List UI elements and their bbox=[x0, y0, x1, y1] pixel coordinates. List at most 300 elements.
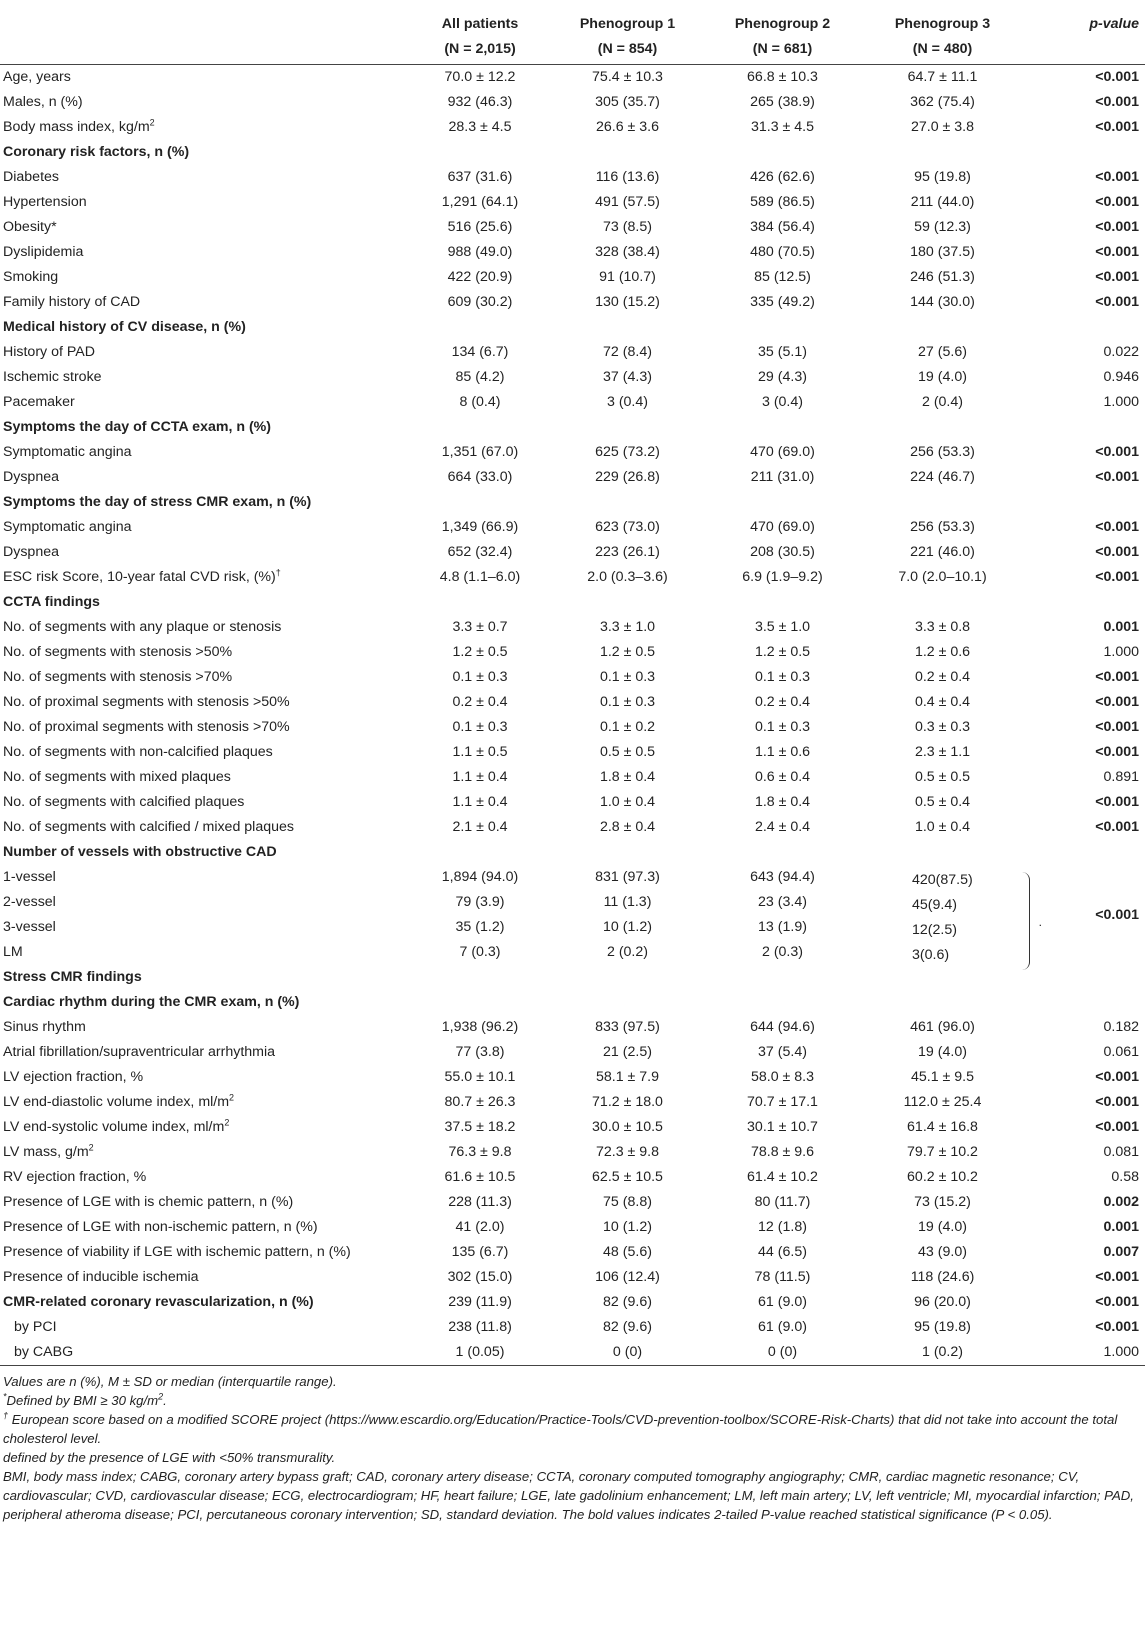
cell-p-value: 0.001 bbox=[1103, 619, 1139, 635]
table-row bbox=[0, 1190, 1145, 1215]
cell-phenogroup-2: 643 (94.4) bbox=[750, 869, 815, 885]
cell-all-patients bbox=[410, 140, 550, 165]
cell-phenogroup-2: 37 (5.4) bbox=[758, 1044, 807, 1060]
cell-phenogroup-3 bbox=[860, 840, 1025, 865]
cell-phenogroup-2 bbox=[705, 315, 860, 340]
table-body-lower bbox=[0, 965, 1145, 1366]
cell-phenogroup-2: 208 (30.5) bbox=[750, 544, 815, 560]
section-heading: CCTA findings bbox=[3, 594, 100, 610]
section-row bbox=[0, 1290, 1145, 1315]
cell-all-patients bbox=[410, 415, 550, 440]
cell-phenogroup-1 bbox=[550, 990, 705, 1015]
cell-phenogroup-2: 384 (56.4) bbox=[750, 219, 815, 235]
cell-all-patients bbox=[410, 965, 550, 990]
table-body-upper bbox=[0, 65, 1145, 866]
cell-phenogroup-2: 2.4 ± 0.4 bbox=[754, 819, 811, 835]
row-label: No. of segments with stenosis >50% bbox=[3, 644, 233, 660]
cell-phenogroup-1: 10 (1.2) bbox=[603, 919, 652, 935]
cell-phenogroup-2: 2 (0.3) bbox=[761, 944, 803, 960]
cell-phenogroup-3: 0.2 ± 0.4 bbox=[914, 669, 971, 685]
cell-all-patients: 0.1 ± 0.3 bbox=[452, 669, 508, 685]
cell-phenogroup-3: 3.3 ± 0.8 bbox=[914, 619, 971, 635]
table-row bbox=[0, 1115, 1145, 1140]
table-row bbox=[0, 1015, 1145, 1040]
table-row bbox=[0, 340, 1145, 365]
table-row bbox=[0, 1315, 1145, 1340]
cell-p-value: <0.001 bbox=[1095, 1319, 1139, 1335]
cell-p-value bbox=[1025, 840, 1145, 865]
cell-phenogroup-2: 3 (0.4) bbox=[761, 394, 803, 410]
table-row bbox=[0, 440, 1145, 465]
footnote-obesity: *Defined by BMI ≥ 30 $kg/m^2$. bbox=[3, 1391, 167, 1408]
cell-phenogroup-1: 82 (9.6) bbox=[603, 1294, 652, 1310]
cell-phenogroup-2: 61 (9.0) bbox=[758, 1294, 807, 1310]
cell-p-value: 1.000 bbox=[1103, 644, 1139, 660]
cell-phenogroup-2: 61 (9.0) bbox=[758, 1319, 807, 1335]
cell-phenogroup-3: 95 (19.8) bbox=[914, 169, 971, 185]
row-label: Males, n (%) bbox=[3, 94, 83, 110]
cell-all-patients: 238 (11.8) bbox=[448, 1319, 512, 1335]
cell-all-patients: 8 (0.4) bbox=[459, 394, 501, 410]
cell-p-value: <0.001 bbox=[1095, 744, 1139, 760]
cell-all-patients: 70.0 ± 12.2 bbox=[444, 69, 516, 85]
section-row bbox=[0, 590, 1145, 615]
cell-p-value bbox=[1025, 415, 1145, 440]
cell-p-value: <0.001 bbox=[1095, 1294, 1139, 1310]
cell-all-patients: 652 (32.4) bbox=[447, 544, 513, 560]
cell-phenogroup-2: 480 (70.5) bbox=[750, 244, 815, 260]
section-heading: Coronary risk factors, n (%) bbox=[3, 144, 190, 160]
cell-phenogroup-1: 11 (1.3) bbox=[603, 894, 652, 910]
cell-phenogroup-1: 3 (0.4) bbox=[606, 394, 648, 410]
cell-phenogroup-2: 1.1 ± 0.6 bbox=[754, 744, 811, 760]
row-label: No. of proximal segments with stenosis >50% bbox=[3, 694, 290, 710]
cell-phenogroup-3: 19 (4.0) bbox=[918, 1044, 967, 1060]
row-label: Pacemaker bbox=[3, 394, 75, 410]
cell-all-patients: 1,894 (94.0) bbox=[441, 869, 519, 885]
cell-all-patients: 239 (11.9) bbox=[448, 1294, 512, 1310]
cell-phenogroup-3: 1 (0.2) bbox=[860, 1340, 1025, 1366]
row-label: Presence of viability if LGE with ischemic pattern, n (%) bbox=[3, 1244, 351, 1260]
cell-p-value: 1.000 bbox=[1103, 394, 1139, 410]
cell-phenogroup-2: 70.7 ± 17.1 bbox=[747, 1094, 818, 1110]
table-row bbox=[0, 815, 1145, 840]
cell-phenogroup-3: 1.0 ± 0.4 bbox=[914, 819, 971, 835]
cell-phenogroup-1: 223 (26.1) bbox=[595, 544, 660, 560]
cell-phenogroup-1: 328 (38.4) bbox=[595, 244, 660, 260]
cell-phenogroup-2: 3.5 ± 1.0 bbox=[754, 619, 811, 635]
table-row bbox=[0, 190, 1145, 215]
cell-phenogroup-2: 13 (1.9) bbox=[758, 919, 807, 935]
cell-phenogroup-1: 1.8 ± 0.4 bbox=[599, 769, 656, 785]
cell-phenogroup-3: 64.7 ± 11.1 bbox=[907, 69, 978, 85]
cell-p-value: <0.001 bbox=[1095, 794, 1139, 810]
cell-p-value: <0.001 bbox=[1095, 194, 1139, 210]
cell-phenogroup-2: 61.4 ± 10.2 bbox=[747, 1169, 818, 1185]
table-row bbox=[0, 465, 1145, 490]
cell-phenogroup-2 bbox=[705, 840, 860, 865]
cell-phenogroup-2: 30.1 ± 10.7 bbox=[747, 1119, 818, 1135]
cell-all-patients bbox=[410, 490, 550, 515]
cell-all-patients: 2.1 ± 0.4 bbox=[452, 819, 508, 835]
cell-all-patients: 1 (0.05) bbox=[410, 1340, 550, 1366]
row-label: by PCI bbox=[14, 1319, 57, 1335]
cell-p-value: 0.001 bbox=[1103, 1219, 1139, 1235]
cell-phenogroup-1: 229 (26.8) bbox=[595, 469, 660, 485]
cell-all-patients: 0.2 ± 0.4 bbox=[452, 694, 508, 710]
table-row bbox=[0, 1040, 1145, 1065]
cell-phenogroup-3: 61.4 ± 16.8 bbox=[907, 1119, 978, 1135]
cell-phenogroup-3: 19 (4.0) bbox=[918, 1219, 967, 1235]
cell-all-patients: 1.1 ± 0.4 bbox=[452, 769, 508, 785]
table-row bbox=[0, 515, 1145, 540]
row-label: Obesity* bbox=[3, 219, 57, 235]
cell-phenogroup-3 bbox=[860, 990, 1025, 1015]
section-row bbox=[0, 415, 1145, 440]
cell-p-value: <0.001 bbox=[1095, 519, 1139, 535]
cell-p-value: <0.001 bbox=[1095, 219, 1139, 235]
row-label: 2-vessel bbox=[3, 894, 56, 910]
cell-p-value: 0.022 bbox=[1103, 344, 1139, 360]
cell-phenogroup-3: 60.2 ± 10.2 bbox=[907, 1169, 978, 1185]
cell-phenogroup-3: 0.3 ± 0.3 bbox=[914, 719, 971, 735]
cell-p-value: 0.182 bbox=[1103, 1019, 1139, 1035]
row-label: LV end-systolic volume index, $ml/m^2$ bbox=[3, 1117, 230, 1135]
cell-phenogroup-3: 73 (15.2) bbox=[914, 1194, 971, 1210]
row-label: Presence of LGE with is chemic pattern, n (%) bbox=[3, 1194, 294, 1210]
cell-all-patients: 55.0 ± 10.1 bbox=[444, 1069, 516, 1085]
cell-phenogroup-1 bbox=[550, 840, 705, 865]
table-row bbox=[0, 1340, 1145, 1366]
cell-p-value: <0.001 bbox=[1095, 669, 1139, 685]
cell-all-patients bbox=[410, 315, 550, 340]
footnote-esc: † European score based on a modified SCORE project (https://www.escardio.org/Education/Practice-Tools/CVD-prevention-toolbox/SCORE-Risk-Charts) that did not take into account the total cholesterol level. bbox=[3, 1410, 1118, 1446]
cell-all-patients: 0.1 ± 0.3 bbox=[452, 719, 508, 735]
table-row bbox=[0, 640, 1145, 665]
cell-p-value: <0.001 bbox=[1095, 269, 1139, 285]
cell-all-patients: 609 (30.2) bbox=[447, 294, 513, 310]
cell-phenogroup-3: 246 (51.3) bbox=[910, 269, 975, 285]
cell-p-value: <0.001 bbox=[1095, 444, 1139, 460]
cell-phenogroup-1: 0.1 ± 0.3 bbox=[599, 669, 656, 685]
cell-phenogroup-3: 59 (12.3) bbox=[914, 219, 971, 235]
footnote-lge: defined by the presence of LGE with <50% transmurality. bbox=[3, 1450, 336, 1465]
cell-phenogroup-1: 72.3 ± 9.8 bbox=[595, 1144, 659, 1160]
cell-phenogroup-2: 78.8 ± 9.6 bbox=[750, 1144, 814, 1160]
cell-phenogroup-3: 0.4 ± 0.4 bbox=[914, 694, 971, 710]
cell-phenogroup-1: 21 (2.5) bbox=[603, 1044, 652, 1060]
section-heading: Stress CMR findings bbox=[3, 969, 142, 985]
cell-phenogroup-1: 73 (8.5) bbox=[603, 219, 652, 235]
cell-phenogroup-3: 211 (44.0) bbox=[910, 194, 975, 210]
cell-phenogroup-2: 1.8 ± 0.4 bbox=[754, 794, 811, 810]
row-label: No. of segments with stenosis >70% bbox=[3, 669, 233, 685]
footnote-values: Values are n (%), M ± SD or median (interquartile range). bbox=[3, 1374, 337, 1389]
cell-phenogroup-3: 27 (5.6) bbox=[918, 344, 967, 360]
cell-phenogroup-3: 43 (9.0) bbox=[918, 1244, 967, 1260]
row-label: Presence of inducible ischemia bbox=[3, 1269, 199, 1285]
row-label: History of PAD bbox=[3, 344, 95, 360]
table-row bbox=[0, 790, 1145, 815]
cell-p-value: 0.007 bbox=[1103, 1244, 1139, 1260]
cell-phenogroup-1 bbox=[550, 315, 705, 340]
cell-phenogroup-3: 144 (30.0) bbox=[910, 294, 975, 310]
cell-p-value: 0.946 bbox=[1103, 369, 1139, 385]
section-heading: CMR-related coronary revascularization, n (%) bbox=[3, 1294, 314, 1310]
cell-phenogroup-2: 589 (86.5) bbox=[750, 194, 815, 210]
cell-phenogroup-2: 12 (1.8) bbox=[758, 1219, 807, 1235]
cell-p-value: 0.061 bbox=[1103, 1044, 1139, 1060]
cell-phenogroup-2 bbox=[705, 490, 860, 515]
cell-phenogroup-1: 37 (4.3) bbox=[603, 369, 652, 385]
header-label-column bbox=[0, 0, 410, 65]
cell-p-value: 0.891 bbox=[1103, 769, 1139, 785]
row-label: by CABG bbox=[0, 1340, 410, 1366]
cell-all-patients: 37.5 ± 18.2 bbox=[444, 1119, 516, 1135]
vessels-block bbox=[0, 865, 1145, 965]
cell-phenogroup-3 bbox=[860, 415, 1025, 440]
row-label: No. of segments with any plaque or stenosis bbox=[3, 619, 282, 635]
header-p-value: p-value bbox=[1025, 0, 1145, 65]
table-row bbox=[0, 1265, 1145, 1290]
cell-all-patients: 135 (6.7) bbox=[451, 1244, 509, 1260]
table-row bbox=[0, 1240, 1145, 1265]
cell-phenogroup-1 bbox=[550, 140, 705, 165]
section-row bbox=[0, 315, 1145, 340]
cell-phenogroup-3: 45(9.4) bbox=[912, 897, 957, 913]
cell-phenogroup-1: 2.0 (0.3–3.6) bbox=[587, 569, 668, 585]
cell-p-value bbox=[1025, 315, 1145, 340]
cell-phenogroup-3: 3(0.6) bbox=[912, 947, 950, 963]
row-label: Dyslipidemia bbox=[3, 244, 84, 260]
table-row bbox=[0, 215, 1145, 240]
cell-phenogroup-2: 470 (69.0) bbox=[750, 444, 815, 460]
cell-all-patients bbox=[410, 590, 550, 615]
cell-phenogroup-2 bbox=[705, 415, 860, 440]
cell-all-patients: 1,351 (67.0) bbox=[441, 444, 519, 460]
cell-phenogroup-3: 2.3 ± 1.1 bbox=[914, 744, 971, 760]
cell-phenogroup-1: 3.3 ± 1.0 bbox=[599, 619, 656, 635]
cell-phenogroup-1 bbox=[550, 590, 705, 615]
cell-phenogroup-3: 7.0 (2.0–10.1) bbox=[898, 569, 987, 585]
cell-phenogroup-2: 31.3 ± 4.5 bbox=[750, 119, 814, 135]
table-row bbox=[0, 1140, 1145, 1165]
table-row bbox=[0, 690, 1145, 715]
row-label: No. of proximal segments with stenosis >70% bbox=[3, 719, 290, 735]
cell-p-value: 0.081 bbox=[1103, 1144, 1139, 1160]
curly-brace bbox=[1017, 872, 1030, 970]
cell-p-value: <0.001 bbox=[1095, 544, 1139, 560]
cell-all-patients: 80.7 ± 26.3 bbox=[444, 1094, 516, 1110]
cell-p-value: <0.001 bbox=[1095, 244, 1139, 260]
cell-phenogroup-1: 0.5 ± 0.5 bbox=[599, 744, 656, 760]
table-row bbox=[0, 1215, 1145, 1240]
cell-p-value: <0.001 bbox=[1095, 294, 1139, 310]
cell-phenogroup-2: 1.2 ± 0.5 bbox=[754, 644, 811, 660]
table-footnotes bbox=[0, 1366, 1145, 1524]
cell-p-value: <0.001 bbox=[1095, 906, 1139, 923]
cell-phenogroup-2 bbox=[705, 140, 860, 165]
cell-phenogroup-1: 30.0 ± 10.5 bbox=[592, 1119, 663, 1135]
table-row bbox=[0, 115, 1145, 140]
header-phenogroup-3: Phenogroup 3 (N = 480) bbox=[860, 0, 1025, 65]
table-row bbox=[0, 65, 1145, 91]
cell-phenogroup-1 bbox=[550, 415, 705, 440]
cell-phenogroup-2: 335 (49.2) bbox=[750, 294, 815, 310]
row-label: LV end-diastolic volume index, $ml/m^2$ bbox=[3, 1092, 235, 1110]
cell-all-patients: 516 (25.6) bbox=[447, 219, 513, 235]
row-label: 1-vessel bbox=[3, 869, 56, 885]
cell-phenogroup-3: 1.2 ± 0.6 bbox=[914, 644, 971, 660]
row-label: Dyspnea bbox=[3, 469, 59, 485]
section-heading: Cardiac rhythm during the CMR exam, n (%) bbox=[3, 994, 300, 1010]
table-row bbox=[0, 240, 1145, 265]
table-row bbox=[0, 390, 1145, 415]
cell-all-patients bbox=[410, 840, 550, 865]
table-row bbox=[0, 540, 1145, 565]
table-row bbox=[0, 615, 1145, 640]
cell-all-patients: 1.1 ± 0.4 bbox=[452, 794, 508, 810]
cell-phenogroup-2: 35 (5.1) bbox=[758, 344, 807, 360]
cell-phenogroup-2: 0.2 ± 0.4 bbox=[754, 694, 811, 710]
cell-all-patients bbox=[410, 990, 550, 1015]
row-label: No. of segments with mixed plaques bbox=[3, 769, 231, 785]
row-label: ESC risk Score, 10-year fatal CVD risk, (%)† bbox=[3, 567, 281, 585]
row-label: LV ejection fraction, % bbox=[3, 1069, 144, 1085]
cell-p-value: <0.001 bbox=[1095, 1269, 1139, 1285]
cell-phenogroup-3: 112.0 ± 25.4 bbox=[903, 1094, 982, 1110]
footnote-mark: * bbox=[3, 1391, 7, 1402]
cell-p-value: 1.000 bbox=[1025, 1340, 1145, 1366]
cell-p-value bbox=[1025, 990, 1145, 1015]
cell-phenogroup-1: 491 (57.5) bbox=[595, 194, 660, 210]
cell-p-value: <0.001 bbox=[1095, 1069, 1139, 1085]
cell-all-patients: 228 (11.3) bbox=[448, 1194, 512, 1210]
cell-all-patients: 28.3 ± 4.5 bbox=[448, 119, 512, 135]
cell-phenogroup-2: 23 (3.4) bbox=[758, 894, 807, 910]
cell-phenogroup-1: 82 (9.6) bbox=[603, 1319, 652, 1335]
row-label: Smoking bbox=[3, 269, 59, 285]
cell-phenogroup-2: 470 (69.0) bbox=[750, 519, 815, 535]
cell-phenogroup-3 bbox=[860, 490, 1025, 515]
cell-phenogroup-1: 62.5 ± 10.5 bbox=[592, 1169, 663, 1185]
row-label: Presence of LGE with non-ischemic pattern, n (%) bbox=[3, 1219, 318, 1235]
footnote-mark: † bbox=[3, 1410, 9, 1421]
cell-phenogroup-3: 221 (46.0) bbox=[910, 544, 975, 560]
cell-all-patients: 637 (31.6) bbox=[447, 169, 513, 185]
cell-phenogroup-1: 10 (1.2) bbox=[603, 1219, 652, 1235]
cell-phenogroup-2: 80 (11.7) bbox=[754, 1194, 811, 1210]
cell-phenogroup-3 bbox=[860, 965, 1025, 990]
cell-phenogroup-1: 0.1 ± 0.3 bbox=[599, 694, 656, 710]
row-label: No. of segments with non-calcified plaques bbox=[3, 744, 273, 760]
cell-phenogroup-3: 95 (19.8) bbox=[914, 1319, 971, 1335]
cell-phenogroup-3 bbox=[860, 315, 1025, 340]
cell-phenogroup-1: 106 (12.4) bbox=[595, 1269, 660, 1285]
cell-p-value bbox=[1025, 965, 1145, 990]
cell-phenogroup-2: 644 (94.6) bbox=[750, 1019, 815, 1035]
cell-p-value: <0.001 bbox=[1095, 569, 1139, 585]
table-row bbox=[0, 1165, 1145, 1190]
cell-phenogroup-2: 0 (0) bbox=[705, 1340, 860, 1366]
cell-phenogroup-3: 0.5 ± 0.5 bbox=[914, 769, 971, 785]
cell-phenogroup-3: 461 (96.0) bbox=[910, 1019, 975, 1035]
cell-phenogroup-2 bbox=[705, 965, 860, 990]
cell-phenogroup-3: 256 (53.3) bbox=[910, 444, 975, 460]
table-row bbox=[0, 165, 1145, 190]
row-label: Hypertension bbox=[3, 194, 87, 210]
section-heading: Symptoms the day of stress CMR exam, n (%) bbox=[3, 494, 312, 510]
section-row bbox=[0, 965, 1145, 990]
cell-phenogroup-1: 1.2 ± 0.5 bbox=[599, 644, 656, 660]
cell-p-value: <0.001 bbox=[1095, 694, 1139, 710]
cell-phenogroup-1 bbox=[550, 490, 705, 515]
cell-phenogroup-1: 71.2 ± 18.0 bbox=[592, 1094, 663, 1110]
cell-phenogroup-1: 623 (73.0) bbox=[595, 519, 660, 535]
cell-all-patients: 1.2 ± 0.5 bbox=[452, 644, 508, 660]
header-phenogroup-2: Phenogroup 2 (N = 681) bbox=[705, 0, 860, 65]
cell-phenogroup-3: 45.1 ± 9.5 bbox=[910, 1069, 974, 1085]
cell-all-patients: 1,938 (96.2) bbox=[441, 1019, 519, 1035]
cell-all-patients: 79 (3.9) bbox=[455, 894, 505, 910]
table-row bbox=[0, 865, 1145, 890]
cell-all-patients: 41 (2.0) bbox=[455, 1219, 505, 1235]
cell-phenogroup-2: 265 (38.9) bbox=[750, 94, 815, 110]
cell-p-value: <0.001 bbox=[1095, 119, 1139, 135]
cell-phenogroup-2: 66.8 ± 10.3 bbox=[747, 69, 818, 85]
cell-phenogroup-3: 96 (20.0) bbox=[914, 1294, 971, 1310]
table-row bbox=[0, 265, 1145, 290]
cell-phenogroup-2: 44 (6.5) bbox=[758, 1244, 807, 1260]
cell-phenogroup-2: 0.1 ± 0.3 bbox=[754, 719, 811, 735]
section-heading: Medical history of CV disease, n (%) bbox=[3, 319, 246, 335]
cell-phenogroup-3: 362 (75.4) bbox=[910, 94, 975, 110]
cell-phenogroup-1: 625 (73.2) bbox=[595, 444, 660, 460]
cell-all-patients: 1,291 (64.1) bbox=[441, 194, 519, 210]
cell-phenogroup-1: 48 (5.6) bbox=[603, 1244, 652, 1260]
cell-phenogroup-1: 130 (15.2) bbox=[595, 294, 660, 310]
cell-phenogroup-2: 78 (11.5) bbox=[754, 1269, 811, 1285]
cell-all-patients: 76.3 ± 9.8 bbox=[448, 1144, 512, 1160]
cell-all-patients: 932 (46.3) bbox=[447, 94, 513, 110]
table-row bbox=[0, 290, 1145, 315]
cell-phenogroup-2 bbox=[705, 590, 860, 615]
cell-phenogroup-2: 85 (12.5) bbox=[754, 269, 811, 285]
table-row bbox=[0, 365, 1145, 390]
row-label: Ischemic stroke bbox=[3, 369, 102, 385]
row-label: LV mass, $g/m^2$ bbox=[3, 1142, 94, 1160]
table-row bbox=[0, 1090, 1145, 1115]
row-label: Body mass index, $kg/m^2$ bbox=[3, 117, 155, 135]
brace-dot: . bbox=[1038, 915, 1042, 929]
table-header bbox=[0, 0, 1145, 65]
cell-phenogroup-1: 0 (0) bbox=[550, 1340, 705, 1366]
section-row bbox=[0, 840, 1145, 865]
cell-phenogroup-3: 79.7 ± 10.2 bbox=[907, 1144, 978, 1160]
cell-phenogroup-1: 831 (97.3) bbox=[595, 869, 660, 885]
row-label: Diabetes bbox=[3, 169, 59, 185]
cell-phenogroup-2: 6.9 (1.9–9.2) bbox=[742, 569, 823, 585]
cell-phenogroup-2: 29 (4.3) bbox=[758, 369, 807, 385]
cell-phenogroup-2: 211 (31.0) bbox=[750, 469, 815, 485]
cell-all-patients: 4.8 (1.1–6.0) bbox=[439, 569, 521, 585]
cell-phenogroup-3: 118 (24.6) bbox=[910, 1269, 975, 1285]
cell-p-value: <0.001 bbox=[1095, 94, 1139, 110]
cell-all-patients: 302 (15.0) bbox=[447, 1269, 513, 1285]
cell-phenogroup-1: 0.1 ± 0.2 bbox=[599, 719, 656, 735]
section-row bbox=[0, 490, 1145, 515]
cell-p-value: <0.001 bbox=[1095, 169, 1139, 185]
